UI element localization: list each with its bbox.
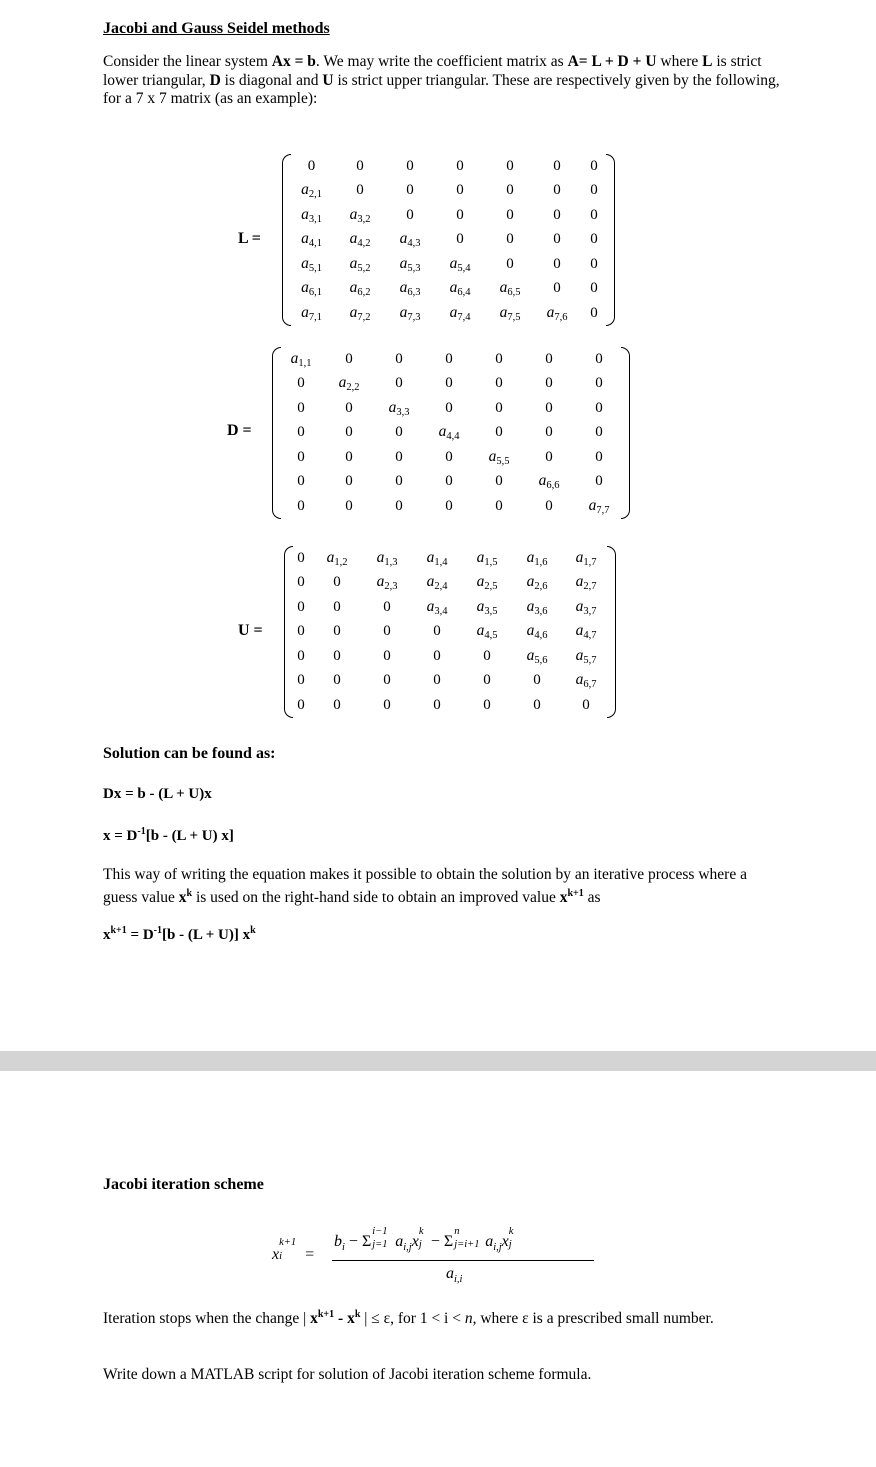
matrix-l-entry: 0: [553, 182, 561, 199]
matrix-u-entry: $a_{2,5}$: [476, 573, 498, 593]
matrix-u-row: [290, 620, 610, 645]
matrix-u-entry: $a_{5,6}$: [526, 646, 548, 666]
matrix-d-entry: 0: [395, 497, 403, 514]
matrix-u-entry: 0: [533, 672, 541, 689]
matrix-d-entry: 0: [445, 350, 453, 367]
matrix-d: [278, 347, 624, 519]
matrix-u-entry: 0: [582, 696, 590, 713]
matrix-l-entry: 0: [506, 157, 514, 174]
matrix-d-entry: 0: [297, 399, 305, 416]
matrix-d-entry: 0: [495, 350, 503, 367]
matrix-u-entry: 0: [533, 696, 541, 713]
matrix-d-entry: 0: [545, 350, 553, 367]
matrix-d-entry: 0: [297, 473, 305, 490]
matrix-d-entry: 0: [595, 375, 603, 392]
matrix-l-entry: $a_{5,2}$: [349, 254, 371, 274]
matrix-l-entry: 0: [553, 280, 561, 297]
matrix-d-entry: 0: [495, 375, 503, 392]
matrix-l-entry: 0: [456, 182, 464, 199]
matrix-u-entry: $a_{2,6}$: [526, 573, 548, 593]
matrix-u-row: [290, 644, 610, 669]
matrix-u-entry: 0: [333, 672, 341, 689]
matrix-d-entry: $a_{6,6}$: [538, 472, 560, 492]
matrix-u-entry: $a_{2,7}$: [575, 573, 597, 593]
matrix-d-entry: 0: [495, 497, 503, 514]
matrix-u-entry: 0: [297, 647, 305, 664]
page-divider: [0, 1051, 876, 1071]
matrix-d-entry: 0: [297, 448, 305, 465]
matrix-l-entry: 0: [356, 157, 364, 174]
matrix-u-entry: 0: [483, 696, 491, 713]
matrix-l-entry: 0: [406, 182, 414, 199]
matrix-u-entry: $a_{3,7}$: [575, 597, 597, 617]
task-text: Write down a MATLAB script for solution of Jacobi iteration scheme formula.: [103, 1366, 592, 1383]
matrix-d-entry: 0: [297, 497, 305, 514]
matrix-d-entry: 0: [595, 473, 603, 490]
matrix-d-entry: 0: [545, 497, 553, 514]
matrix-u-entry: $a_{5,7}$: [575, 646, 597, 666]
matrix-l: [288, 154, 609, 326]
matrix-u-entry: $a_{1,2}$: [326, 548, 348, 568]
matrix-d-entry: 0: [345, 350, 353, 367]
matrix-d-entry: 0: [595, 424, 603, 441]
matrix-u-entry: $a_{3,5}$: [476, 597, 498, 617]
matrix-u-entry: 0: [483, 647, 491, 664]
matrix-l-row: [288, 252, 609, 277]
matrix-l-entry: $a_{7,3}$: [399, 303, 421, 323]
matrix-d-entry: 0: [445, 448, 453, 465]
matrix-d-entry: 0: [595, 350, 603, 367]
matrix-u-entry: $a_{1,7}$: [575, 548, 597, 568]
matrix-l-entry: 0: [590, 206, 598, 223]
jacobi-formula: [270, 1226, 600, 1290]
matrix-d-entry: 0: [545, 399, 553, 416]
matrix-l-entry: 0: [590, 304, 598, 321]
matrix-l-entry: 0: [506, 182, 514, 199]
matrix-u-row: [290, 571, 610, 596]
matrix-l-entry: $a_{5,4}$: [449, 254, 471, 274]
matrix-u-row: [290, 669, 610, 694]
equation-dx: Dx = b - (L + U)x: [103, 786, 212, 802]
matrix-u-entry: $a_{3,6}$: [526, 597, 548, 617]
matrix-l-entry: $a_{7,2}$: [349, 303, 371, 323]
matrix-l-entry: $a_{6,1}$: [301, 279, 322, 299]
matrix-l-entry: 0: [590, 231, 598, 248]
formula-lhs: x k+1 i =: [272, 1237, 315, 1263]
formula-numerator: $b_i - \Sigma$ i−1 j=1 $a_{i,j}x$ k j − Σ n j=i+1 $a_{i,j}x$ k j: [334, 1226, 514, 1254]
matrix-u-entry: $a_{2,4}$: [426, 573, 448, 593]
matrix-u-entry: 0: [483, 672, 491, 689]
fraction-bar: [332, 1260, 594, 1261]
intro-paragraph: Consider the linear system Ax = b. We may write the coefficient matrix as A= L + D + U where L is strict lower triangular, D is diagonal and U is strict upper triangular. These are respectively given by the following, for a 7 x 7 matrix (as an example):: [103, 53, 780, 107]
matrix-u-entry: $a_{4,5}$: [476, 622, 498, 642]
matrix-u-entry: 0: [333, 647, 341, 664]
matrix-d-entry: 0: [445, 375, 453, 392]
iteration-paragraph: This way of writing the equation makes it possible to obtain the solution by an iterative process where a guess value $x^k$ is used on the right-hand side to obtain an improved value $x^{k+1}$ as: [103, 866, 747, 906]
matrix-u-row: [290, 693, 610, 718]
matrix-l-left-bracket: [282, 154, 291, 326]
matrix-l-entry: 0: [553, 206, 561, 223]
matrix-u-entry: $a_{2,3}$: [376, 573, 398, 593]
matrix-l-entry: $a_{5,1}$: [301, 254, 322, 274]
matrix-d-entry: 0: [445, 473, 453, 490]
matrix-d-entry: 0: [395, 473, 403, 490]
matrix-l-entry: $a_{7,4}$: [449, 303, 471, 323]
matrix-l-entry: 0: [590, 157, 598, 174]
equation-iteration: $x^{k+1} = D^{-1}[b - (L + U)]$ $x^k$: [103, 925, 256, 943]
matrix-l-row: [288, 277, 609, 302]
matrix-l-entry: $a_{7,1}$: [301, 303, 322, 323]
matrix-d-entry: $a_{3,3}$: [388, 398, 410, 418]
matrix-u-entry: 0: [297, 574, 305, 591]
matrix-u-label: U =: [238, 622, 263, 639]
matrix-l-right-bracket: [606, 154, 615, 326]
matrix-l-entry: $a_{4,1}$: [301, 230, 322, 250]
matrix-d-entry: 0: [395, 350, 403, 367]
stop-criterion-paragraph: Iteration stops when the change | $x^{k+1} - x^k$ | ≤ ε, for 1 < i < n, where ε is a prescribed small number.: [103, 1309, 714, 1328]
matrix-u-entry: 0: [433, 647, 441, 664]
matrix-l-entry: 0: [553, 231, 561, 248]
matrix-d-entry: 0: [395, 424, 403, 441]
matrix-u-entry: 0: [333, 574, 341, 591]
matrix-d-entry: 0: [345, 497, 353, 514]
matrix-d-entry: 0: [345, 399, 353, 416]
matrix-l-row: [288, 154, 609, 179]
matrix-u-left-bracket: [284, 546, 293, 718]
matrix-l-entry: $a_{3,2}$: [349, 205, 371, 225]
matrix-u-entry: 0: [383, 672, 391, 689]
matrix-l-entry: $a_{2,1}$: [301, 181, 322, 201]
matrix-u-entry: $a_{1,6}$: [526, 548, 548, 568]
matrix-l-entry: $a_{6,2}$: [349, 279, 371, 299]
matrix-l-entry: $a_{6,3}$: [399, 279, 421, 299]
matrix-d-entry: 0: [297, 424, 305, 441]
matrix-l-entry: $a_{5,3}$: [399, 254, 421, 274]
matrix-u-entry: $a_{4,7}$: [575, 622, 597, 642]
matrix-l-entry: 0: [406, 206, 414, 223]
matrix-d-row: [278, 470, 624, 495]
matrix-d-entry: 0: [395, 375, 403, 392]
matrix-l-entry: 0: [456, 206, 464, 223]
matrix-d-entry: 0: [595, 399, 603, 416]
matrix-u-entry: 0: [433, 696, 441, 713]
solution-heading: Solution can be found as:: [103, 745, 276, 762]
matrix-d-entry: 0: [545, 448, 553, 465]
matrix-l-entry: 0: [456, 157, 464, 174]
equation-x: $x = D^{-1}[b - (L + U)$ x]: [103, 826, 234, 844]
matrix-u-entry: 0: [383, 647, 391, 664]
matrix-l-row: [288, 228, 609, 253]
matrix-d-row: [278, 347, 624, 372]
matrix-l-entry: $a_{7,5}$: [499, 303, 521, 323]
matrix-d-entry: 0: [445, 399, 453, 416]
matrix-u-entry: 0: [333, 696, 341, 713]
matrix-d-entry: 0: [495, 424, 503, 441]
matrix-d-entry: 0: [495, 473, 503, 490]
matrix-l-row: [288, 179, 609, 204]
matrix-l-entry: 0: [590, 280, 598, 297]
matrix-u-entry: $a_{3,4}$: [426, 597, 448, 617]
matrix-l-entry: 0: [456, 231, 464, 248]
matrix-d-entry: 0: [545, 424, 553, 441]
matrix-l-entry: 0: [590, 255, 598, 272]
matrix-d-label: D =: [227, 422, 252, 439]
matrix-l-entry: 0: [590, 182, 598, 199]
matrix-u-entry: 0: [383, 696, 391, 713]
matrix-d-row: [278, 421, 624, 446]
matrix-l-entry: $a_{4,3}$: [399, 230, 421, 250]
matrix-d-left-bracket: [272, 347, 281, 519]
matrix-l-entry: 0: [553, 255, 561, 272]
matrix-d-row: [278, 445, 624, 470]
matrix-l-entry: $a_{7,6}$: [546, 303, 568, 323]
matrix-u-entry: 0: [333, 598, 341, 615]
matrix-l-entry: $a_{6,4}$: [449, 279, 471, 299]
matrix-d-row: [278, 396, 624, 421]
matrix-l-entry: $a_{4,2}$: [349, 230, 371, 250]
matrix-d-entry: 0: [545, 375, 553, 392]
page-title: Jacobi and Gauss Seidel methods: [103, 20, 330, 37]
matrix-d-entry: 0: [395, 448, 403, 465]
matrix-u-entry: $a_{1,4}$: [426, 548, 448, 568]
matrix-u-entry: 0: [383, 598, 391, 615]
matrix-u-entry: $a_{4,6}$: [526, 622, 548, 642]
matrix-d-entry: $a_{4,4}$: [438, 423, 460, 443]
matrix-l-entry: 0: [406, 157, 414, 174]
matrix-d-entry: $a_{7,7}$: [588, 496, 610, 516]
formula-denominator: $a_{i,i}$: [446, 1265, 463, 1286]
matrix-d-entry: 0: [297, 375, 305, 392]
matrix-d-entry: 0: [345, 448, 353, 465]
matrix-u-entry: 0: [433, 623, 441, 640]
matrix-l-label: L =: [238, 230, 261, 247]
matrix-u-entry: $a_{6,7}$: [575, 671, 597, 691]
matrix-u: [290, 546, 610, 718]
matrix-u-entry: 0: [297, 696, 305, 713]
matrix-u-row: [290, 595, 610, 620]
matrix-d-entry: 0: [345, 473, 353, 490]
matrix-l-row: [288, 203, 609, 228]
matrix-l-row: [288, 301, 609, 326]
matrix-u-entry: $a_{1,5}$: [476, 548, 498, 568]
matrix-u-row: [290, 546, 610, 571]
matrix-l-entry: 0: [553, 157, 561, 174]
matrix-d-entry: 0: [345, 424, 353, 441]
jacobi-heading: Jacobi iteration scheme: [103, 1176, 264, 1193]
matrix-u-entry: 0: [297, 549, 305, 566]
matrix-u-entry: 0: [433, 672, 441, 689]
matrix-u-entry: 0: [333, 623, 341, 640]
matrix-u-right-bracket: [607, 546, 616, 718]
matrix-u-entry: 0: [383, 623, 391, 640]
matrix-l-entry: $a_{6,5}$: [499, 279, 521, 299]
matrix-l-entry: $a_{3,1}$: [301, 205, 322, 225]
matrix-l-entry: 0: [506, 231, 514, 248]
matrix-d-row: [278, 494, 624, 519]
matrix-l-entry: 0: [506, 255, 514, 272]
matrix-d-entry: 0: [495, 399, 503, 416]
matrix-d-row: [278, 372, 624, 397]
matrix-d-entry: $a_{1,1}$: [290, 349, 312, 369]
matrix-u-entry: 0: [297, 598, 305, 615]
matrix-u-entry: 0: [297, 623, 305, 640]
matrix-d-entry: 0: [445, 497, 453, 514]
matrix-u-entry: 0: [297, 672, 305, 689]
matrix-d-entry: 0: [595, 448, 603, 465]
matrix-d-entry: $a_{5,5}$: [488, 447, 510, 467]
matrix-u-entry: $a_{1,3}$: [376, 548, 398, 568]
matrix-l-entry: 0: [506, 206, 514, 223]
matrix-l-entry: 0: [307, 157, 316, 174]
matrix-d-right-bracket: [621, 347, 630, 519]
matrix-d-entry: $a_{2,2}$: [338, 374, 360, 394]
matrix-l-entry: 0: [356, 182, 364, 199]
